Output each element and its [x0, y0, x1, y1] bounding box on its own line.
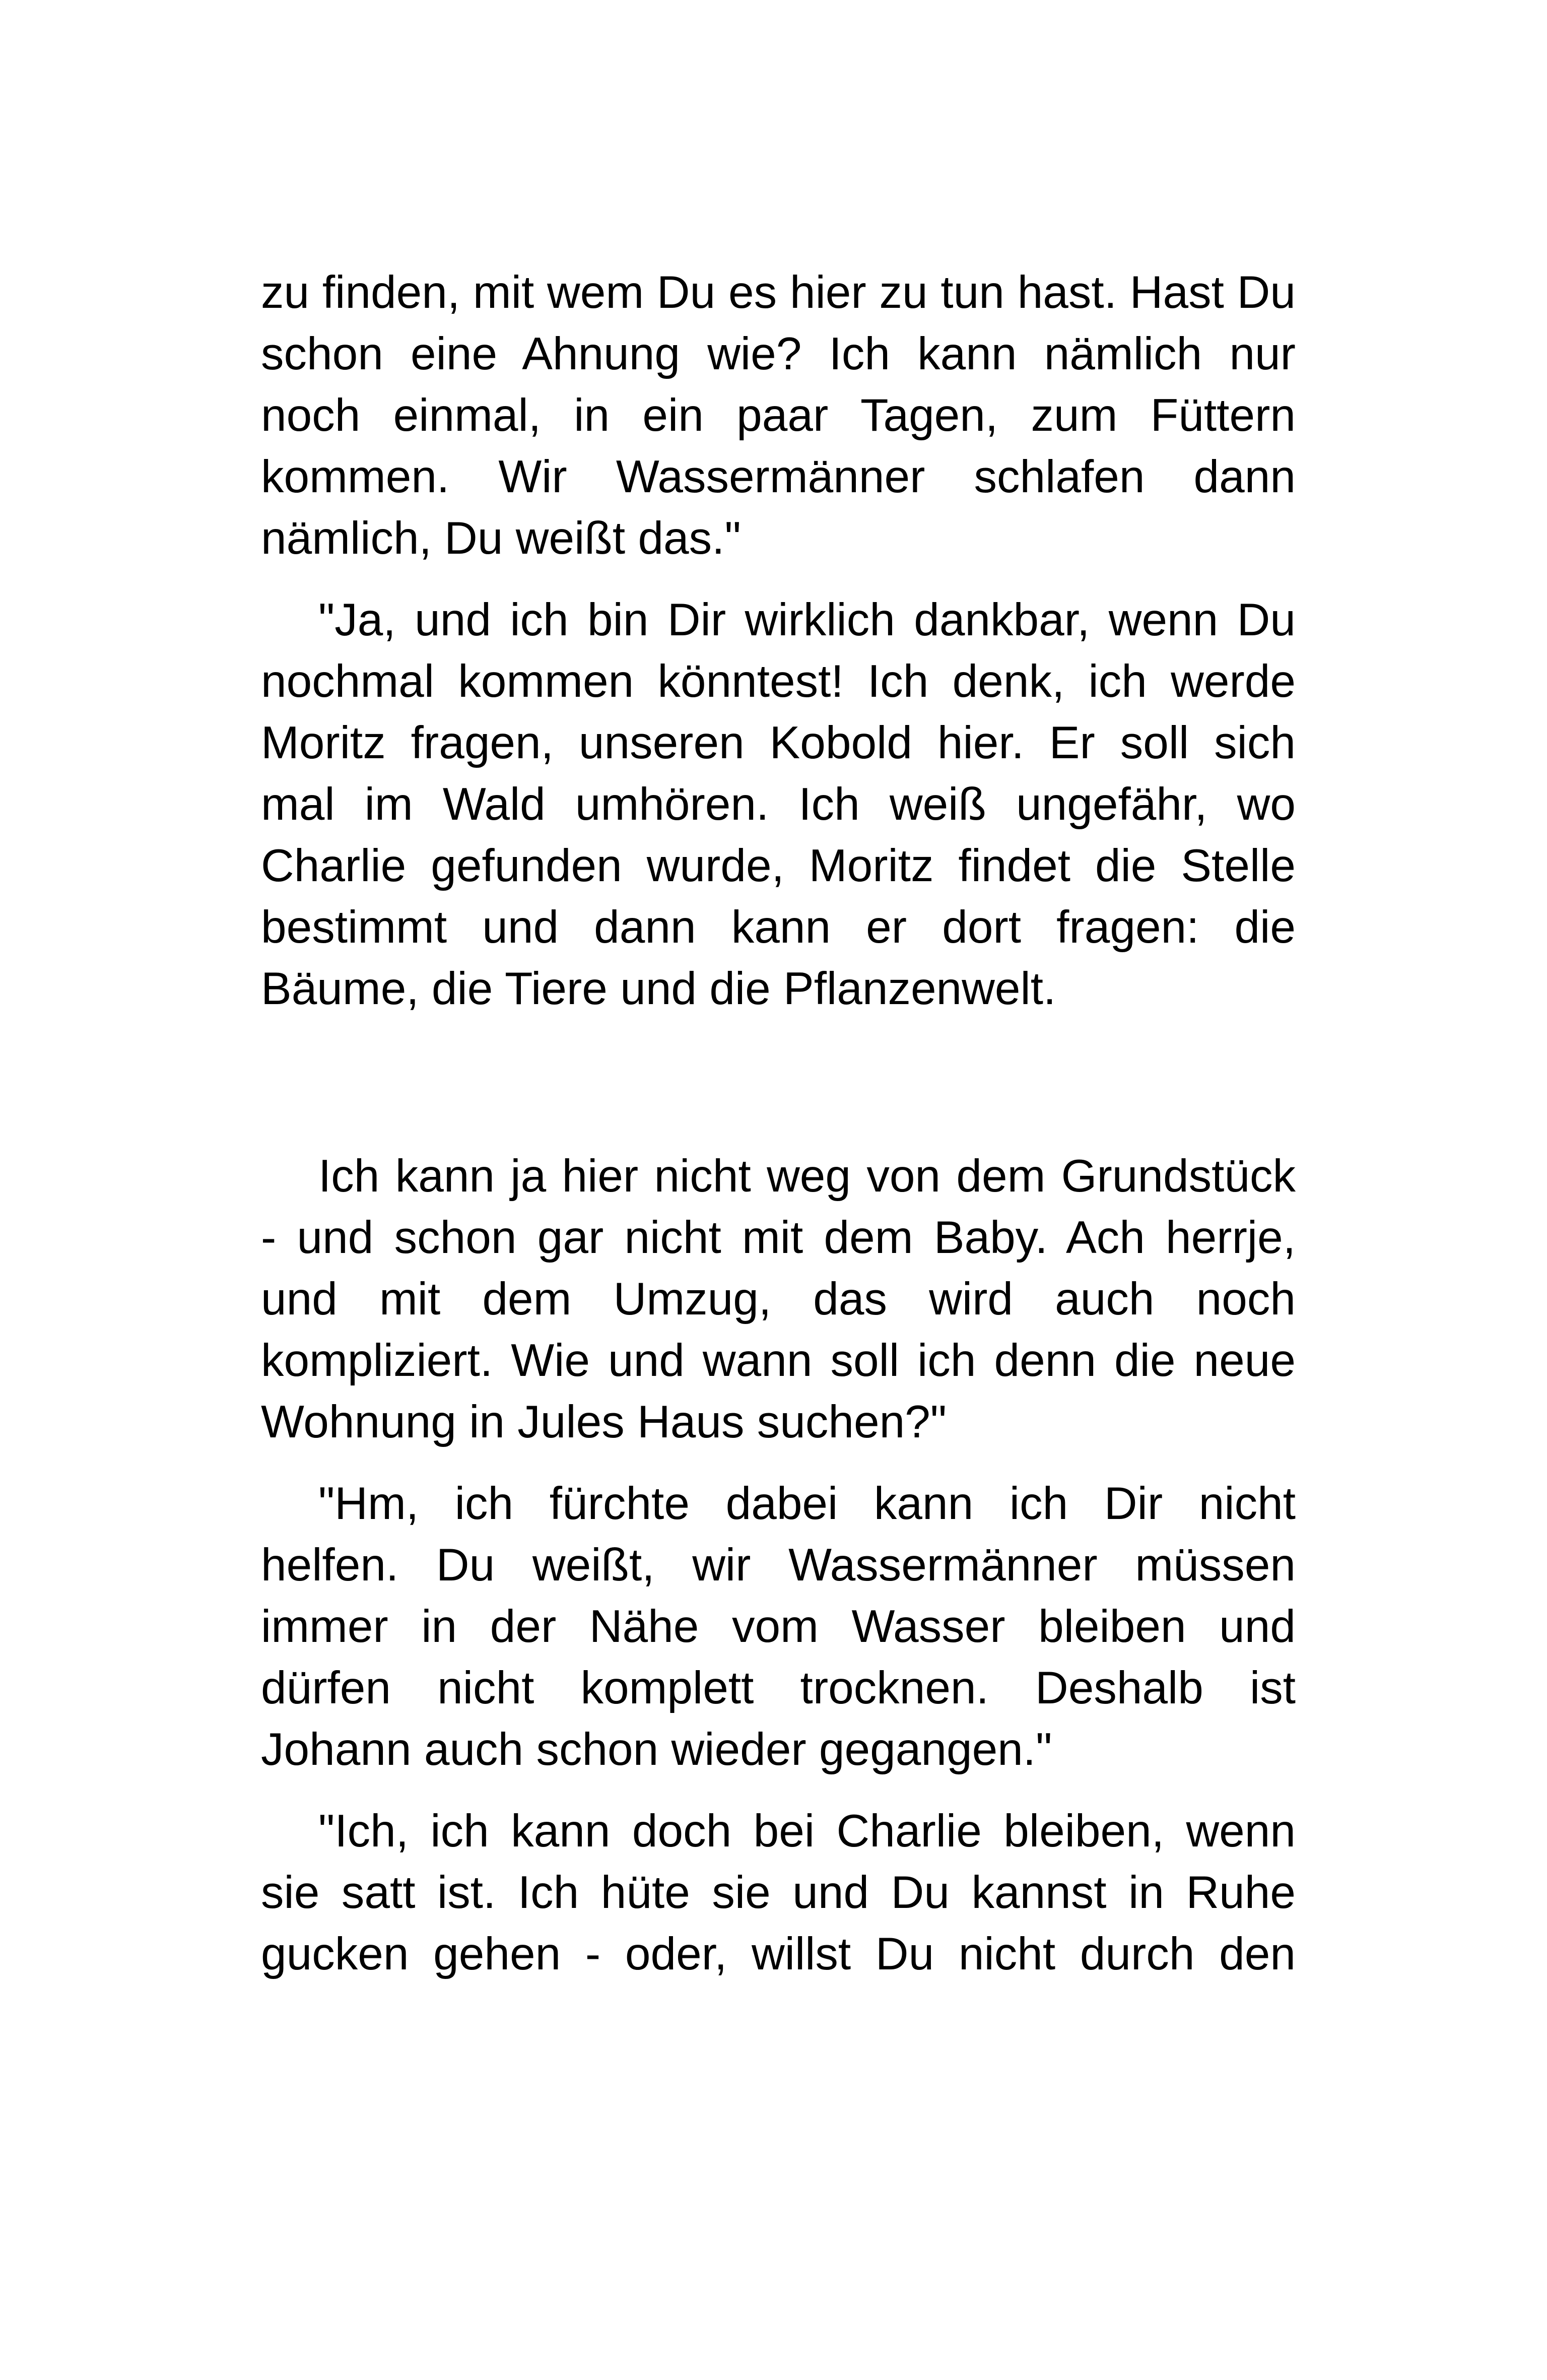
- text-line: nochmal kommen könntest! Ich denk, ich werde: [261, 656, 1296, 707]
- text-line: dürfen nicht komplett trocknen. Deshalb ist: [261, 1663, 1296, 1713]
- section-spacer: [261, 1020, 1296, 1146]
- text-line: gucken gehen - oder, willst Du nicht durch den: [261, 1929, 1296, 1979]
- text-line: bestimmt und dann kann er dort fragen: die: [261, 902, 1296, 953]
- text-line: "Ich, ich kann doch bei Charlie bleiben, wenn: [318, 1806, 1296, 1857]
- paragraph-spacer: [261, 1453, 1296, 1473]
- text-line: noch einmal, in ein paar Tagen, zum Füttern: [261, 390, 1296, 441]
- text-line: schon eine Ahnung wie? Ich kann nämlich nur: [261, 328, 1296, 379]
- paragraph: [261, 1473, 1296, 1780]
- paragraph: [261, 589, 1296, 1020]
- paragraph-spacer: [261, 569, 1296, 589]
- text-line: helfen. Du weißt, wir Wassermänner müssen: [261, 1540, 1296, 1591]
- text-line: sie satt ist. Ich hüte sie und Du kannst in Ruhe: [261, 1867, 1296, 1918]
- text-line: immer in der Nähe vom Wasser bleiben und: [261, 1601, 1296, 1652]
- text-line: Moritz fragen, unseren Kobold hier. Er soll sich: [261, 717, 1296, 768]
- text-line: und mit dem Umzug, das wird auch noch: [261, 1274, 1296, 1325]
- text-line: "Ja, und ich bin Dir wirklich dankbar, wenn Du: [318, 594, 1296, 645]
- book-page: [261, 262, 1296, 1985]
- text-line: Ich kann ja hier nicht weg von dem Grundstück: [318, 1151, 1296, 1202]
- text-line: "Hm, ich fürchte dabei kann ich Dir nicht: [318, 1478, 1296, 1529]
- text-line: kommen. Wir Wassermänner schlafen dann: [261, 451, 1296, 502]
- text-line: Bäume, die Tiere und die Pflanzenwelt.: [261, 963, 1056, 1014]
- text-line: zu finden, mit wem Du es hier zu tun hast. Hast Du: [261, 267, 1296, 318]
- paragraph: [261, 1801, 1296, 1985]
- text-line: nämlich, Du weißt das.": [261, 513, 741, 564]
- paragraph: [261, 1146, 1296, 1453]
- text-line: Charlie gefunden wurde, Moritz findet die Stelle: [261, 840, 1296, 891]
- text-line: kompliziert. Wie und wann soll ich denn die neue: [261, 1335, 1296, 1386]
- text-line: mal im Wald umhören. Ich weiß ungefähr, wo: [261, 779, 1296, 830]
- paragraph: [261, 262, 1296, 569]
- text-line: Johann auch schon wieder gegangen.": [261, 1724, 1052, 1775]
- text-line: Wohnung in Jules Haus suchen?": [261, 1397, 947, 1447]
- paragraph-spacer: [261, 1780, 1296, 1801]
- text-line: - und schon gar nicht mit dem Baby. Ach herrje,: [261, 1212, 1296, 1263]
